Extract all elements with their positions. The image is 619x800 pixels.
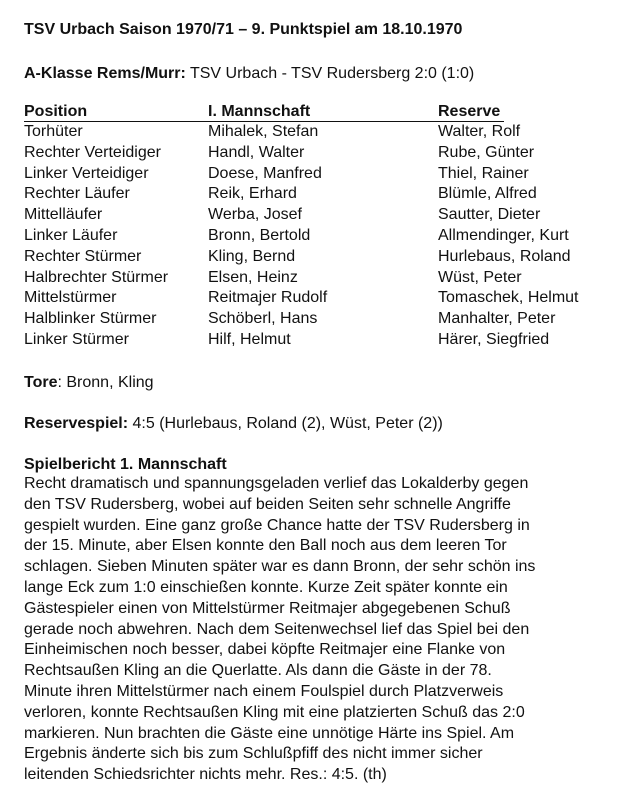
position-cell: Rechter Stürmer xyxy=(24,247,142,265)
report-line: Minute ihren Mittelstürmer nach einem Foulspiel durch Platzverweis xyxy=(24,682,504,700)
header-reserve: Reserve xyxy=(438,103,501,120)
report-title: Spielbericht 1. Mannschaft xyxy=(24,456,227,473)
lineup-table xyxy=(24,102,579,351)
report-body xyxy=(24,474,604,786)
reserve-cell: Manhalter, Peter xyxy=(438,310,556,328)
first-team-cell: Reitmajer Rudolf xyxy=(208,289,328,307)
lineup-row xyxy=(24,288,579,309)
reserve-cell: Walter, Rolf xyxy=(438,123,521,140)
first-team-cell: Mihalek, Stefan xyxy=(208,123,319,140)
lineup-rows xyxy=(24,122,579,351)
lineup-row xyxy=(24,226,569,247)
position-cell: Linker Läufer xyxy=(24,226,118,244)
position-cell: Linker Verteidiger xyxy=(24,164,149,182)
first-team-cell: Reik, Erhard xyxy=(208,185,297,203)
reserve-cell: Härer, Siegfried xyxy=(438,330,550,348)
lineup-row xyxy=(24,164,529,185)
lineup-row xyxy=(24,143,535,164)
reserve-cell: Thiel, Rainer xyxy=(438,164,529,182)
match-line xyxy=(24,64,474,84)
report-line: gerade noch abwehren. Nach dem Seitenwechsel lief das Spiel bei den xyxy=(24,620,530,638)
reserve-cell: Sautter, Dieter xyxy=(438,206,541,224)
report-line: Recht dramatisch und spannungsgeladen verlief das Lokalderby gegen xyxy=(24,475,529,492)
reserve-game-line xyxy=(24,414,443,434)
position-cell: Rechter Verteidiger xyxy=(24,143,161,161)
position-cell: Halblinker Stürmer xyxy=(24,310,157,328)
reserve-game-label: Reservespiel: xyxy=(24,415,129,432)
report-line: Einheimischen noch besser, dabei köpfte Reitmajer eine Flanke von xyxy=(24,641,506,659)
position-cell: Torhüter xyxy=(24,123,83,140)
lineup-row xyxy=(24,247,571,268)
position-cell: Mittelstürmer xyxy=(24,289,117,307)
lineup-row xyxy=(24,309,556,330)
reserve-cell: Tomaschek, Helmut xyxy=(438,289,579,307)
report-line: verloren, konnte Rechtsaußen Kling mit eine platzierten Schuß das 2:0 xyxy=(24,703,525,721)
first-team-cell: Doese, Manfred xyxy=(208,164,322,182)
report-line: der 15. Minute, aber Elsen konnte den Ball noch aus dem leeren Tor xyxy=(24,537,507,555)
goals-value: : Bronn, Kling xyxy=(57,374,154,391)
report-line: gespielt wurden. Eine ganz große Chance hatte der TSV Rudersberg in xyxy=(24,516,530,534)
report-line: Ergebnis änderte sich bis zum Schlußpfiff des nicht immer sicher xyxy=(24,745,483,763)
first-team-cell: Schöberl, Hans xyxy=(208,310,318,328)
lineup-row xyxy=(24,205,541,226)
position-cell: Mittelläufer xyxy=(24,206,103,224)
lineup-row xyxy=(24,184,537,205)
reserve-cell: Blümle, Alfred xyxy=(438,185,537,203)
reserve-cell: Wüst, Peter xyxy=(438,268,522,286)
fixture-result: TSV Urbach - TSV Rudersberg 2:0 (1:0) xyxy=(185,65,475,82)
first-team-cell: Werba, Josef xyxy=(208,206,302,224)
report-line: schlagen. Sieben Minuten später war es dann Bronn, der sehr schön ins xyxy=(24,558,536,576)
header-first-team: I. Mannschaft xyxy=(208,103,311,120)
lineup-row xyxy=(24,330,550,351)
goals-line xyxy=(24,373,154,393)
first-team-cell: Hilf, Helmut xyxy=(208,330,291,348)
header-position: Position xyxy=(24,103,88,120)
reserve-cell: Hurlebaus, Roland xyxy=(438,247,571,265)
report-line: den TSV Rudersberg, wobei auf beiden Seiten sehr schnelle Angriffe xyxy=(24,495,511,513)
first-team-cell: Bronn, Bertold xyxy=(208,226,311,244)
position-cell: Halbrechter Stürmer xyxy=(24,268,169,286)
first-team-cell: Handl, Walter xyxy=(208,143,305,161)
report-line: leitenden Schiedsrichter nichts mehr. Res.: 4:5. (th) xyxy=(24,766,387,784)
first-team-cell: Elsen, Heinz xyxy=(208,268,298,286)
reserve-game-value: 4:5 (Hurlebaus, Roland (2), Wüst, Peter (2)) xyxy=(128,415,443,432)
lineup-row xyxy=(24,268,522,289)
lineup-header-row xyxy=(24,102,504,122)
report-line: lange Eck zum 1:0 einschießen konnte. Kurze Zeit später konnte ein xyxy=(24,578,508,596)
lineup-row xyxy=(24,122,521,143)
goals-label: Tore xyxy=(24,374,58,391)
reserve-cell: Allmendinger, Kurt xyxy=(438,226,569,244)
position-cell: Linker Stürmer xyxy=(24,330,129,348)
report-line: Rechtsaußen Kling an die Querlatte. Als dann die Gäste in der 78. xyxy=(24,662,492,680)
report-line: markieren. Nun brachten die Gäste eine unnötige Härte ins Spiel. Am xyxy=(24,724,515,742)
report-line: Gästespieler einen von Mittelstürmer Reitmajer abgegebenen Schuß xyxy=(24,599,511,617)
page-title: TSV Urbach Saison 1970/71 – 9. Punktspiel am 18.10.1970 xyxy=(24,21,463,38)
position-cell: Rechter Läufer xyxy=(24,185,130,203)
league-label: A-Klasse Rems/Murr: xyxy=(24,65,186,82)
reserve-cell: Rube, Günter xyxy=(438,143,535,161)
first-team-cell: Kling, Bernd xyxy=(208,247,296,265)
